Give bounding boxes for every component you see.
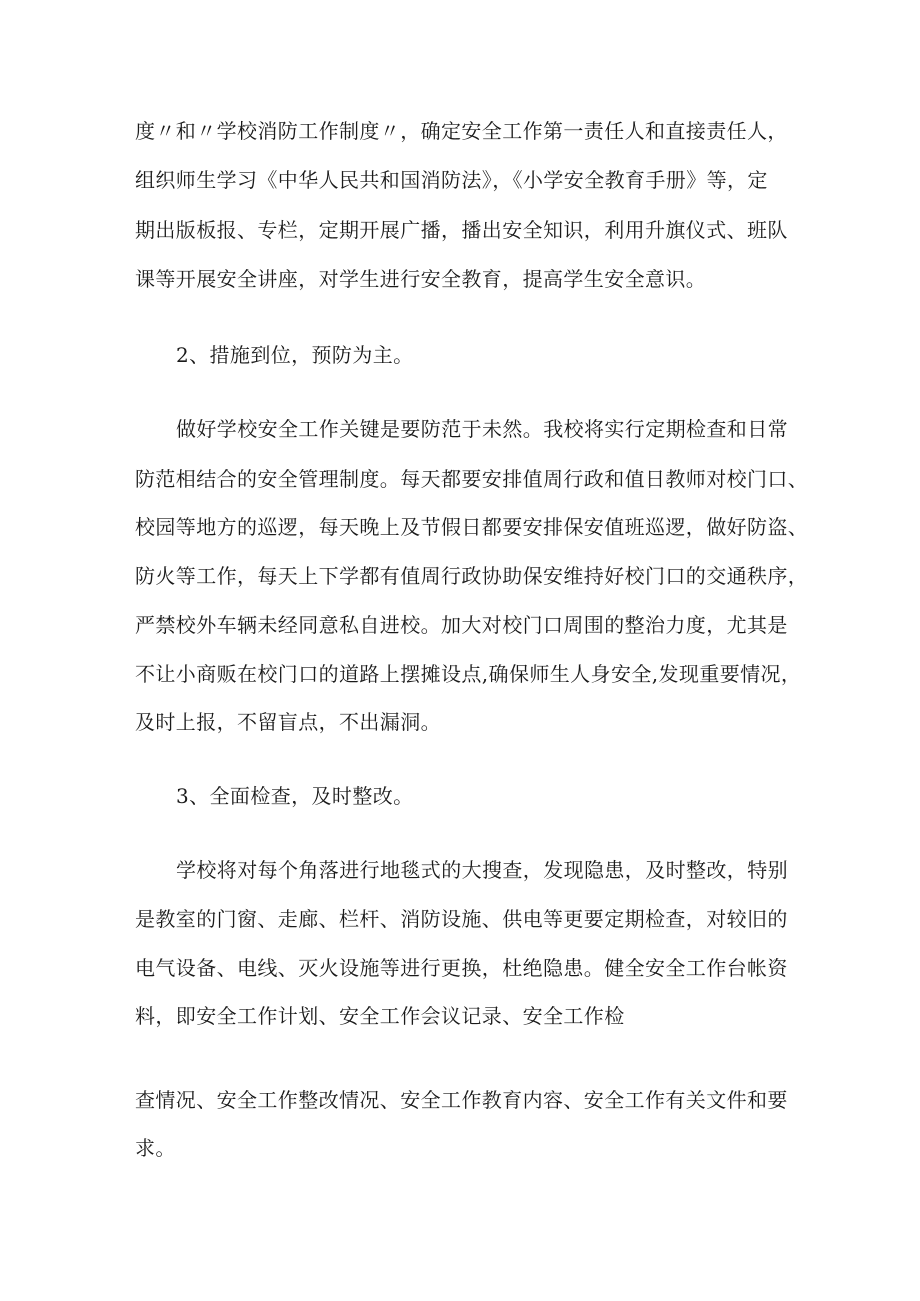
text-line: 不让小商贩在校门口的道路上摆摊设点,确保师生人身安全,发现重要情况，	[135, 662, 802, 686]
text-line: 查情况、安全工作整改情况、安全工作教育内容、安全工作有关文件和要	[135, 1088, 788, 1112]
section-heading: 2、措施到位，预防为主。	[176, 343, 414, 367]
text-line: 料，即安全工作计划、安全工作会议记录、安全工作检	[135, 1004, 625, 1028]
text-line: 做好学校安全工作关键是要防范于未然。我校将实行定期检查和日常	[176, 417, 788, 441]
text-line: 是教室的门窗、走廊、栏杆、消防设施、供电等更要定期检查，对较旧的	[135, 907, 788, 931]
text-line: 电气设备、电线、灭火设施等进行更换，杜绝隐患。健全安全工作台帐资	[135, 956, 788, 980]
text-line: 严禁校外车辆未经同意私自进校。加大对校门口周围的整治力度，尤其是	[135, 613, 788, 637]
text-line: 求。	[135, 1136, 176, 1160]
text-line: 校园等地方的巡逻，每天晚上及节假日都要安排保安值班巡逻，做好防盗、	[135, 515, 809, 539]
text-line: 组织师生学习《中华人民共和国消防法》，《小学安全教育手册》等，定	[135, 168, 768, 192]
text-line: 防火等工作，每天上下学都有值周行政协助保安维持好校门口的交通秩序，	[135, 564, 809, 588]
section-heading: 3、全面检查，及时整改。	[176, 784, 414, 808]
text-line: 度〃和〃学校消防工作制度〃，确定安全工作第一责任人和直接责任人，	[135, 119, 788, 143]
text-line: 学校将对每个角落进行地毯式的大搜查，发现隐患，及时整改，特别	[176, 858, 788, 882]
text-line: 及时上报，不留盲点，不出漏洞。	[135, 710, 441, 734]
text-line: 防范相结合的安全管理制度。每天都要安排值周行政和值日教师对校门口、	[135, 467, 809, 491]
text-line: 期出版板报、专栏，定期开展广播，播出安全知识，利用升旗仪式、班队	[135, 218, 788, 242]
text-line: 课等开展安全讲座，对学生进行安全教育，提高学生安全意识。	[135, 267, 707, 291]
